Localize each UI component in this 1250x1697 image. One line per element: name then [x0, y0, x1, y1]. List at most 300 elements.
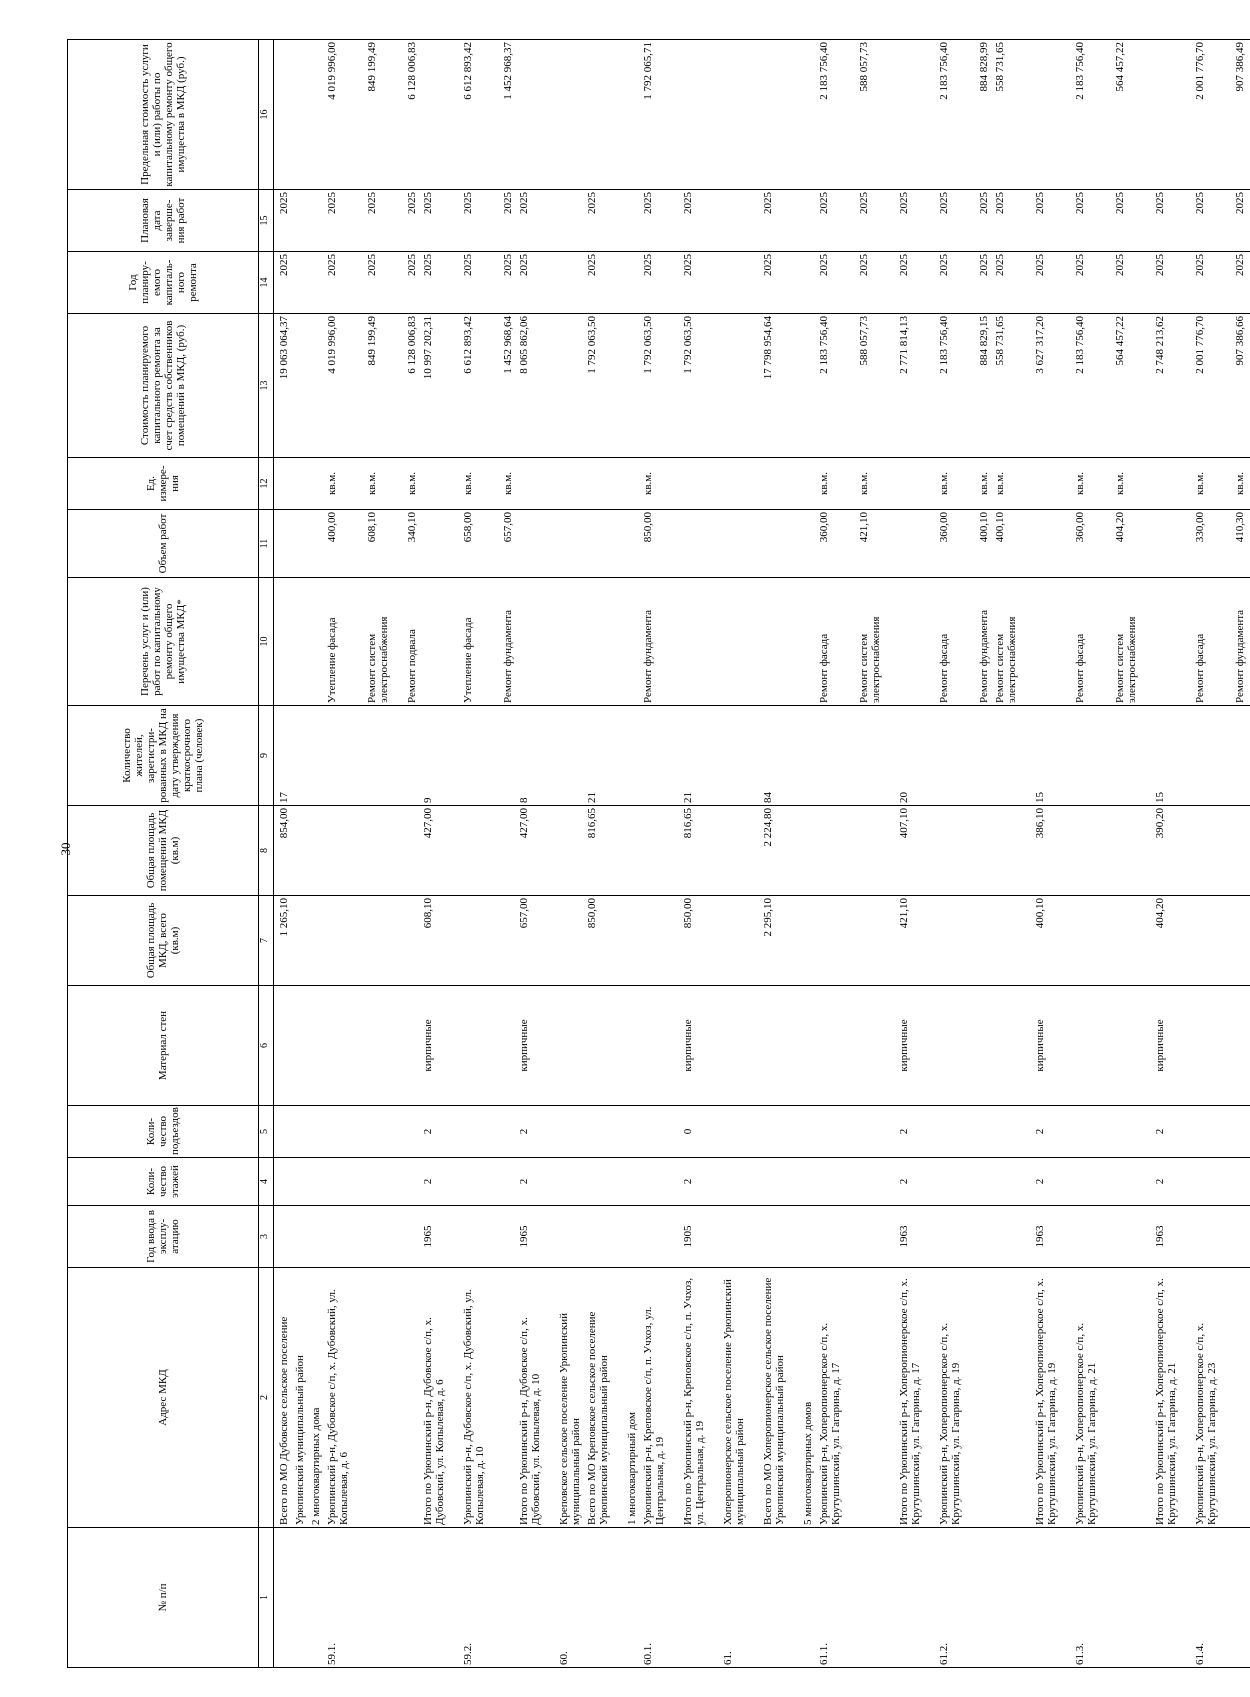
- cell-max: 2 183 756,40: [938, 42, 950, 100]
- cell-cost: 8 065 862,06: [518, 316, 530, 374]
- cell-people: [994, 708, 1034, 803]
- cell-vol: 658,00: [462, 512, 474, 543]
- cell-work: [422, 580, 462, 703]
- cell-floors: [1194, 1160, 1234, 1203]
- cell-floors: [294, 1160, 310, 1203]
- cell-cost: 2 183 756,40: [1074, 316, 1086, 374]
- cell-wall: [326, 988, 366, 1103]
- cell-num: [1234, 1530, 1250, 1665]
- cell-addr: [1114, 1270, 1154, 1525]
- cell-addr: Урюпинский р-н, Дубовское с/п, х. Дубовский, ул. Копылевая, д. 10: [462, 1289, 486, 1525]
- cell-vol: 400,10: [978, 512, 990, 543]
- cell-unit: кв.м.: [1114, 472, 1126, 495]
- cell-year: [1194, 1208, 1234, 1265]
- column-number: 1: [259, 1528, 274, 1668]
- cell-floors: [326, 1160, 366, 1203]
- col-people: [274, 706, 1250, 806]
- cell-cost: [294, 316, 310, 455]
- column-header: Коли-чество этажей: [68, 1158, 259, 1206]
- cell-vol: 340,10: [406, 512, 418, 543]
- cell-cost: 3 627 317,20: [1034, 316, 1046, 374]
- col-addr: [274, 1268, 1250, 1528]
- column-number: 14: [259, 252, 274, 314]
- cell-larea: 816,65: [682, 808, 694, 839]
- column-header: Материал стен: [68, 986, 259, 1106]
- cell-max: [682, 42, 722, 187]
- cell-max: [626, 42, 642, 187]
- cell-vol: [762, 512, 802, 575]
- cell-work: [682, 580, 722, 703]
- cell-floors: [818, 1160, 858, 1203]
- cell-num: 61.1.: [818, 1643, 830, 1665]
- cell-area: [818, 898, 858, 983]
- cell-area: [722, 898, 762, 983]
- cell-max: 1 452 968,37: [502, 42, 514, 100]
- cell-year: [558, 1208, 586, 1265]
- col-vol: [274, 510, 1250, 578]
- cell-max: [278, 42, 294, 187]
- cell-floors: [1074, 1160, 1114, 1203]
- cell-wall: [1234, 988, 1250, 1103]
- cell-area: 608,10: [422, 898, 434, 929]
- cell-cost: [626, 316, 642, 455]
- cell-wall: [1074, 988, 1114, 1103]
- cell-py: 2025: [642, 254, 654, 276]
- cell-entr: 2: [898, 1128, 910, 1135]
- cell-people: [818, 708, 858, 803]
- cell-addr: 5 многоквартирных домов: [802, 1401, 814, 1525]
- cell-max: [1154, 42, 1194, 187]
- cell-people: [310, 708, 326, 803]
- cell-pd: [626, 192, 642, 249]
- cell-addr: Итого по Урюпинский р-н, Дубовское с/п, х. Дубовский, ул. Копылевая, д. 6: [422, 1317, 446, 1525]
- cell-people: [858, 708, 898, 803]
- cell-py: 2025: [406, 254, 418, 276]
- cell-larea: 390,20: [1154, 808, 1166, 839]
- cell-num: [1154, 1530, 1194, 1665]
- cell-max: 849 199,49: [366, 42, 378, 92]
- cell-floors: [722, 1160, 762, 1203]
- cell-larea: [626, 808, 642, 893]
- cell-vol: 410,30: [1234, 512, 1246, 543]
- rotated-page: [67, 40, 1246, 1668]
- cell-vol: 850,00: [642, 512, 654, 543]
- cell-work: Ремонт фасада: [1074, 633, 1086, 703]
- cell-addr: [406, 1270, 422, 1525]
- cell-larea: [802, 808, 818, 893]
- cell-work: [898, 580, 938, 703]
- cell-pd: 2025: [462, 192, 474, 214]
- cell-max: 1 792 065,71: [642, 42, 654, 100]
- cell-year: [762, 1208, 802, 1265]
- cell-entr: [818, 1108, 858, 1155]
- cell-larea: [366, 808, 406, 893]
- cell-larea: [1234, 808, 1250, 893]
- cell-addr: Урюпинский муниципальный район: [294, 1355, 306, 1525]
- column-number: 4: [259, 1158, 274, 1206]
- col-entr: [274, 1106, 1250, 1158]
- cell-entr: [366, 1108, 406, 1155]
- cell-unit: [762, 460, 802, 507]
- cell-entr: [1074, 1108, 1114, 1155]
- cell-area: [994, 898, 1034, 983]
- cell-py: 2025: [1154, 254, 1166, 276]
- cell-py: 2025: [326, 254, 338, 276]
- cell-vol: 360,00: [818, 512, 830, 543]
- col-area: [274, 896, 1250, 986]
- cell-floors: [978, 1160, 994, 1203]
- cell-py: [294, 254, 310, 311]
- cell-wall: [762, 988, 802, 1103]
- cell-max: 2 183 756,40: [1074, 42, 1086, 100]
- col-cost: [274, 314, 1250, 458]
- cell-wall: [406, 988, 422, 1103]
- cell-entr: [558, 1108, 586, 1155]
- cell-area: [1194, 898, 1234, 983]
- cell-unit: кв.м.: [1234, 472, 1246, 495]
- cell-year: [994, 1208, 1034, 1265]
- cell-cost: 10 997 202,31: [422, 316, 434, 380]
- cell-pd: 2025: [586, 192, 598, 214]
- cell-entr: [294, 1108, 310, 1155]
- cell-larea: [642, 808, 682, 893]
- cell-work: [586, 580, 626, 703]
- cell-py: 2025: [994, 254, 1006, 276]
- cell-people: [1114, 708, 1154, 803]
- cell-people: [978, 708, 994, 803]
- cell-max: 907 386,49: [1234, 42, 1246, 92]
- cell-unit: кв.м.: [502, 472, 514, 495]
- cell-cost: 588 057,73: [858, 316, 870, 366]
- cell-area: [938, 898, 978, 983]
- cell-floors: [626, 1160, 642, 1203]
- cell-work: Ремонт фундамента: [978, 609, 990, 703]
- cell-work: [278, 580, 294, 703]
- cell-year: 1963: [898, 1225, 910, 1248]
- cell-work: Ремонт фасада: [818, 633, 830, 703]
- col-py: [274, 252, 1250, 314]
- column-header: Количество жителей, зарегистри-рованных в МКД на дату утверждения краткосрочного плана (человек): [68, 706, 259, 806]
- cell-year: 1905: [682, 1225, 694, 1248]
- cell-entr: 2: [1154, 1128, 1166, 1135]
- cell-num: 59.1.: [326, 1643, 338, 1665]
- cell-addr: 2 многоквартирных дома: [310, 1407, 322, 1525]
- cell-unit: [1034, 460, 1074, 507]
- cell-area: [558, 898, 586, 983]
- cell-larea: [818, 808, 858, 893]
- cell-max: [558, 42, 586, 187]
- cell-area: 657,00: [518, 898, 530, 929]
- column-number: 9: [259, 706, 274, 806]
- cell-work: [558, 580, 586, 703]
- cell-cost: 907 386,66: [1234, 316, 1246, 366]
- column-header: Стоимость планируемого капитального ремонта за счет средств собственников помещений в МКД, (руб.): [68, 314, 259, 458]
- cell-year: [642, 1208, 682, 1265]
- cell-unit: [310, 460, 326, 507]
- cell-wall: кирпичные: [518, 1019, 530, 1072]
- cell-pd: 2025: [1234, 192, 1246, 214]
- cell-entr: [1114, 1108, 1154, 1155]
- cell-cost: 1 792 063,50: [682, 316, 694, 374]
- cell-work: Ремонт фундамента: [502, 609, 514, 703]
- cell-num: [502, 1530, 518, 1665]
- cell-work: [294, 580, 310, 703]
- cell-num: 61.4.: [1194, 1643, 1206, 1665]
- cell-cost: 1 452 968,64: [502, 316, 514, 374]
- cell-py: [626, 254, 642, 311]
- cell-entr: [406, 1108, 422, 1155]
- cell-entr: [978, 1108, 994, 1155]
- cell-unit: [1154, 460, 1194, 507]
- cell-wall: [994, 988, 1034, 1103]
- cell-people: [462, 708, 502, 803]
- cell-floors: [802, 1160, 818, 1203]
- cell-year: [722, 1208, 762, 1265]
- column-number: 16: [259, 40, 274, 190]
- cell-people: 21: [682, 792, 694, 803]
- cell-py: 2025: [762, 254, 774, 276]
- cell-year: [938, 1208, 978, 1265]
- cell-area: [1234, 898, 1250, 983]
- cell-py: [310, 254, 326, 311]
- cell-people: [938, 708, 978, 803]
- cell-vol: 400,10: [994, 512, 1006, 543]
- cell-larea: 386,10: [1034, 808, 1046, 839]
- cell-wall: [502, 988, 518, 1103]
- cell-pd: 2025: [978, 192, 990, 214]
- cell-larea: [294, 808, 310, 893]
- cell-num: 60.: [558, 1651, 570, 1665]
- cell-people: [294, 708, 310, 803]
- cell-unit: кв.м.: [994, 472, 1006, 495]
- cell-vol: [518, 512, 558, 575]
- cell-pd: 2025: [326, 192, 338, 214]
- cell-entr: [502, 1108, 518, 1155]
- cell-work: Ремонт систем электроснабжения: [366, 616, 390, 703]
- cell-unit: кв.м.: [938, 472, 950, 495]
- cell-wall: кирпичные: [422, 1019, 434, 1072]
- cell-work: Ремонт систем электроснабжения: [994, 616, 1018, 703]
- column-number: 7: [259, 896, 274, 986]
- column-number: 13: [259, 314, 274, 458]
- cell-year: [462, 1208, 502, 1265]
- cell-py: 2025: [1114, 254, 1126, 276]
- cell-work: [518, 580, 558, 703]
- cell-area: [502, 898, 518, 983]
- cell-work: Утепление фасада: [462, 617, 474, 703]
- cell-addr: [366, 1270, 406, 1525]
- cell-floors: [762, 1160, 802, 1203]
- cell-pd: 2025: [1034, 192, 1046, 214]
- cell-py: 2025: [422, 254, 434, 276]
- cell-unit: [802, 460, 818, 507]
- cell-area: [294, 898, 310, 983]
- cell-year: [326, 1208, 366, 1265]
- cell-wall: [722, 988, 762, 1103]
- cell-entr: [310, 1108, 326, 1155]
- cell-vol: [802, 512, 818, 575]
- cell-entr: [1194, 1108, 1234, 1155]
- cell-unit: кв.м.: [366, 472, 378, 495]
- cell-work: Ремонт фасада: [938, 633, 950, 703]
- cell-year: [294, 1208, 310, 1265]
- cell-pd: 2025: [898, 192, 910, 214]
- cell-people: 15: [1154, 792, 1166, 803]
- cell-max: 558 731,65: [994, 42, 1006, 92]
- cell-people: [642, 708, 682, 803]
- cell-py: 2025: [818, 254, 830, 276]
- cell-wall: [642, 988, 682, 1103]
- cell-addr: Итого по Урюпинский р-н, Хоперопионерское с/п, х. Крутушинский, ул. Гагарина, д. 19: [1034, 1278, 1058, 1525]
- cell-vol: [422, 512, 462, 575]
- cell-unit: [294, 460, 310, 507]
- cell-py: 2025: [938, 254, 950, 276]
- cell-floors: [366, 1160, 406, 1203]
- cell-larea: [1194, 808, 1234, 893]
- cell-year: [818, 1208, 858, 1265]
- cell-py: 2025: [858, 254, 870, 276]
- cell-area: [626, 898, 642, 983]
- cell-floors: [642, 1160, 682, 1203]
- col-floors: [274, 1158, 1250, 1206]
- cell-larea: 816,65: [586, 808, 598, 839]
- cell-area: [462, 898, 502, 983]
- cell-addr: [502, 1270, 518, 1525]
- cell-max: 588 057,73: [858, 42, 870, 92]
- cell-unit: кв.м.: [1194, 472, 1206, 495]
- cell-people: 20: [898, 792, 910, 803]
- cell-cost: 564 457,22: [1114, 316, 1126, 366]
- cell-area: [310, 898, 326, 983]
- cell-area: [1114, 898, 1154, 983]
- cell-entr: [858, 1108, 898, 1155]
- cell-floors: [502, 1160, 518, 1203]
- cell-cost: 17 798 954,64: [762, 316, 774, 380]
- cell-area: [642, 898, 682, 983]
- col-wall: [274, 986, 1250, 1106]
- cell-area: 421,10: [898, 898, 910, 929]
- cell-addr: Урюпинский р-н, Хоперопионерское с/п, х. Крутушинский, ул. Гагарина, д. 21: [1074, 1322, 1098, 1525]
- cell-num: 61.: [722, 1651, 734, 1665]
- cell-vol: [1154, 512, 1194, 575]
- cell-larea: 854,00: [278, 808, 290, 839]
- cell-area: [978, 898, 994, 983]
- cell-max: [898, 42, 938, 187]
- cell-area: [1074, 898, 1114, 983]
- cell-addr: 1 многоквартирный дом: [626, 1412, 638, 1525]
- cell-pd: 2025: [642, 192, 654, 214]
- cell-pd: 2025: [1074, 192, 1086, 214]
- cell-max: [762, 42, 802, 187]
- cell-cost: [802, 316, 818, 455]
- cell-addr: Креповское сельское поселение Урюпинский муниципальный район: [558, 1312, 582, 1525]
- cell-py: 2025: [1234, 254, 1246, 276]
- cell-entr: 2: [1034, 1128, 1046, 1135]
- column-header: Предельная стоимость услуги и (или) работы по капитальному ремонту общего имущества в МКД (руб.): [68, 40, 259, 190]
- column-header: Коли-чество подъездов: [68, 1106, 259, 1158]
- cell-py: 2025: [518, 254, 530, 276]
- cell-pd: [558, 192, 586, 249]
- cell-work: Ремонт фундамента: [1234, 609, 1246, 703]
- cell-area: [326, 898, 366, 983]
- cell-addr: Урюпинский р-н, Хоперопионерское с/п, х. Крутушинский, ул. Гагарина, д. 19: [938, 1322, 962, 1525]
- cell-cost: 2 183 756,40: [938, 316, 950, 374]
- cell-work: [1034, 580, 1074, 703]
- cell-cost: 4 019 996,00: [326, 316, 338, 374]
- cell-max: 4 019 996,00: [326, 42, 338, 100]
- cell-people: [366, 708, 406, 803]
- cell-larea: 427,00: [422, 808, 434, 839]
- cell-wall: [366, 988, 406, 1103]
- cell-people: [626, 708, 642, 803]
- cell-py: 2025: [366, 254, 378, 276]
- cell-larea: [938, 808, 978, 893]
- cell-entr: [994, 1108, 1034, 1155]
- cell-cost: 1 792 063,50: [642, 316, 654, 374]
- cell-people: [1074, 708, 1114, 803]
- cell-py: 2025: [462, 254, 474, 276]
- cell-floors: [1234, 1160, 1250, 1203]
- page-number: 30: [58, 842, 73, 856]
- cell-wall: кирпичные: [682, 1019, 694, 1072]
- col-unit: [274, 458, 1250, 510]
- cell-pd: [722, 192, 762, 249]
- cell-work: Ремонт подвала: [406, 629, 418, 703]
- cell-year: [626, 1208, 642, 1265]
- cell-floors: 2: [1154, 1178, 1166, 1185]
- cell-year: [1234, 1208, 1250, 1265]
- cell-wall: [558, 988, 586, 1103]
- cell-larea: [558, 808, 586, 893]
- cell-num: [762, 1530, 802, 1665]
- cell-py: 2025: [898, 254, 910, 276]
- cell-entr: [722, 1108, 762, 1155]
- cell-floors: [558, 1160, 586, 1203]
- cell-vol: [278, 512, 294, 575]
- cell-year: 1963: [1154, 1225, 1166, 1248]
- cell-year: [366, 1208, 406, 1265]
- cell-larea: [310, 808, 326, 893]
- table-body-row: [274, 40, 1250, 1668]
- cell-area: 2 295,10: [762, 898, 774, 937]
- cell-larea: 2 224,80: [762, 808, 774, 847]
- cell-pd: 2025: [518, 192, 530, 214]
- cell-max: [310, 42, 326, 187]
- col-larea: [274, 806, 1250, 896]
- cell-work: [802, 580, 818, 703]
- cell-year: [278, 1208, 294, 1265]
- cell-max: [1034, 42, 1074, 187]
- cell-entr: [462, 1108, 502, 1155]
- cell-addr: Урюпинский р-н, Хоперопионерское с/п, х. Крутушинский, ул. Гагарина, д. 23: [1194, 1322, 1218, 1525]
- cell-people: 21: [586, 792, 598, 803]
- cell-floors: [1114, 1160, 1154, 1203]
- cell-work: Ремонт систем электроснабжения: [1114, 616, 1138, 703]
- cell-py: 2025: [278, 254, 290, 276]
- col-year: [274, 1206, 1250, 1268]
- cell-unit: кв.м.: [1074, 472, 1086, 495]
- cell-people: [1234, 708, 1250, 803]
- cell-work: [762, 580, 802, 703]
- cell-pd: 2025: [278, 192, 290, 214]
- cell-wall: [278, 988, 294, 1103]
- cell-entr: [586, 1108, 626, 1155]
- cell-pd: 2025: [366, 192, 378, 214]
- cell-wall: [978, 988, 994, 1103]
- cell-cost: [310, 316, 326, 455]
- cell-py: 2025: [1194, 254, 1206, 276]
- column-number: 6: [259, 986, 274, 1106]
